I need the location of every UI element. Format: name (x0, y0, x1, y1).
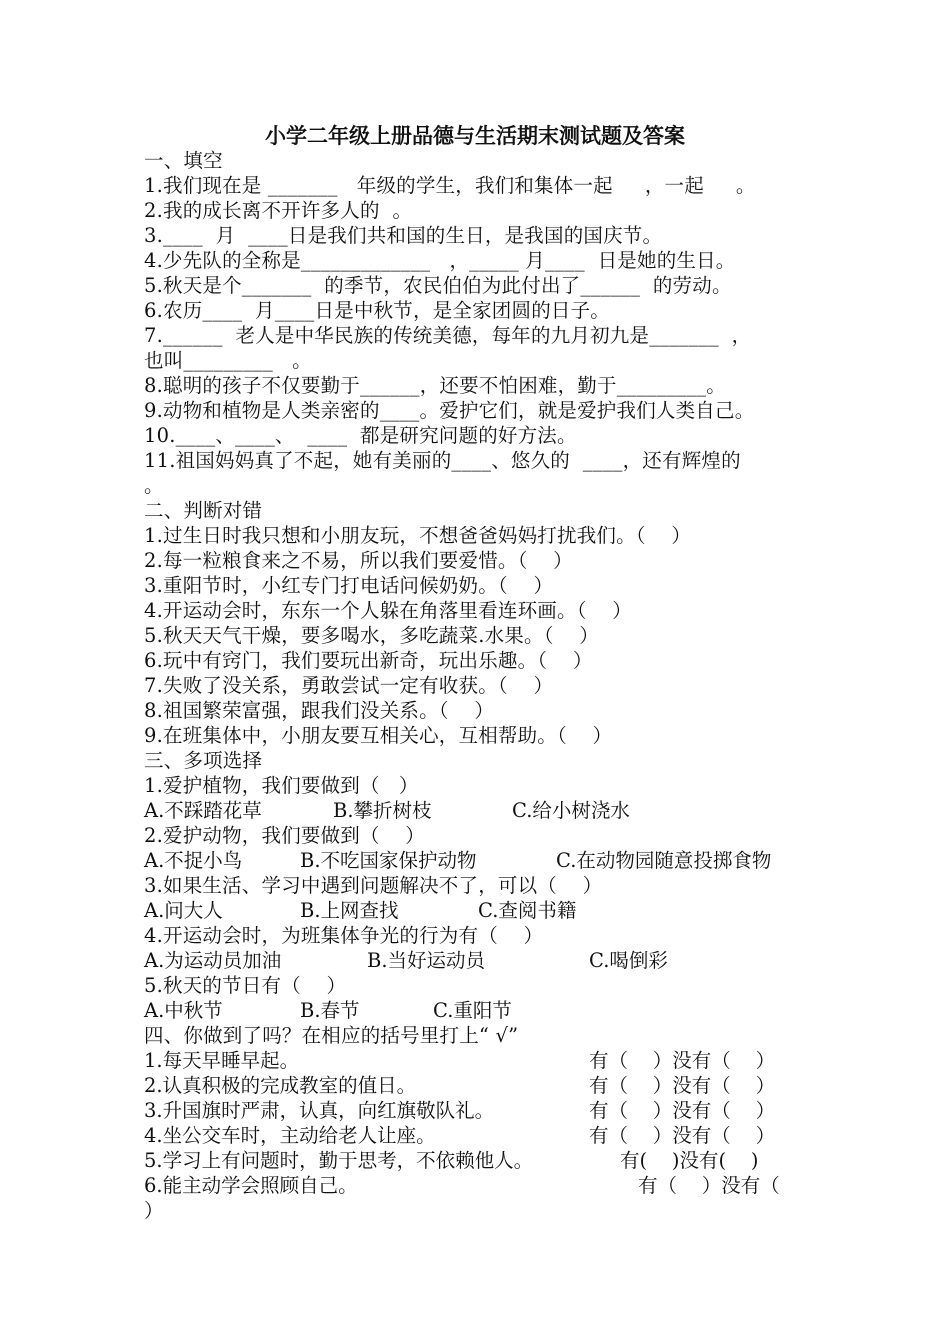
self-check-answer: 有（ ）没有（ ） (589, 1099, 776, 1122)
page-title: 小学二年级上册品德与生活期末测试题及答案 (265, 123, 685, 148)
self-check-answer: 有( )没有( ) (620, 1149, 759, 1172)
self-check-item: 3.升国旗时严肃，认真，向红旗敬队礼。 (144, 1099, 495, 1122)
choice-option-b: B.不吃国家保护动物 (300, 849, 477, 872)
true-false-question: 5.秋天天气干燥，要多喝水，多吃蔬菜.水果。（ ） (144, 624, 599, 647)
self-check-answer: 有（ ）没有（ ） (589, 1074, 776, 1097)
fill-blank-question-cont: 。 (144, 474, 164, 497)
choice-option-b: B.当好运动员 (367, 949, 486, 972)
fill-blank-question: 11.祖国妈妈真了不起，她有美丽的____、悠久的 ____，还有辉煌的 (144, 449, 741, 472)
true-false-question: 8.祖国繁荣富强，跟我们没关系。（ ） (144, 699, 495, 722)
choice-option-c: C.在动物园随意投掷食物 (556, 849, 772, 872)
choice-option-b: B.攀折树枝 (333, 799, 432, 822)
section-heading-multiple-choice: 三、多项选择 (144, 749, 263, 772)
fill-blank-question: 2.我的成长离不开许多人的 。 (144, 199, 413, 222)
true-false-question: 7.失败了没关系，勇敢尝试一定有收获。（ ） (144, 674, 554, 697)
fill-blank-question: 5.秋天是个_______ 的季节，农民伯伯为此付出了______ 的劳动。 (144, 274, 732, 297)
choice-option-a: A.中秋节 (144, 999, 223, 1022)
true-false-question: 6.玩中有窍门，我们要玩出新奇，玩出乐趣。（ ） (144, 649, 593, 672)
self-check-item: 2.认真积极的完成教室的值日。 (144, 1074, 417, 1097)
choice-option-b: B.春节 (300, 999, 360, 1022)
fill-blank-question: 4.少先队的全称是_____________ ，_____ 月____ 日是她的生日。 (144, 249, 736, 272)
self-check-item: 1.每天早睡早起。 (144, 1049, 300, 1072)
choice-question: 2.爱护动物，我们要做到（ ） (144, 824, 425, 847)
choice-question: 4.开运动会时，为班集体争光的行为有（ ） (144, 924, 544, 947)
true-false-question: 1.过生日时我只想和小朋友玩，不想爸爸妈妈打扰我们。（ ） (144, 524, 692, 547)
section-heading-fill-blank: 一、填空 (144, 149, 223, 172)
choice-question: 1.爱护植物，我们要做到（ ） (144, 774, 419, 797)
fill-blank-question: 10.____、____、 ____ 都是研究问题的好方法。 (144, 424, 577, 447)
section-heading-self-check: 四、你做到了吗？在相应的括号里打上“ √” (144, 1024, 519, 1047)
section-heading-true-false: 二、判断对错 (144, 499, 263, 522)
self-check-item: 4.坐公交车时，主动给老人让座。 (144, 1124, 436, 1147)
choice-option-a: A.不踩踏花草 (144, 799, 262, 822)
true-false-question: 9.在班集体中，小朋友要互相关心，互相帮助。（ ） (144, 724, 613, 747)
true-false-question: 2.每一粒粮食来之不易，所以我们要爱惜。（ ） (144, 549, 573, 572)
choice-option-a: A.问大人 (144, 899, 223, 922)
choice-option-c: C.重阳节 (433, 999, 512, 1022)
choice-option-c: C.喝倒彩 (589, 949, 668, 972)
true-false-question: 4.开运动会时，东东一个人躲在角落里看连环画。（ ） (144, 599, 632, 622)
fill-blank-question-cont: 也叫_________ 。 (144, 349, 312, 372)
choice-option-c: C.查阅书籍 (478, 899, 577, 922)
fill-blank-question: 1.我们现在是 _______ 年级的学生，我们和集体一起 ，一起 。 (144, 174, 756, 197)
self-check-answer-cont: ） (144, 1199, 164, 1222)
fill-blank-question: 6.农历____ 月____日是中秋节，是全家团圆的日子。 (144, 299, 611, 322)
true-false-question: 3.重阳节时，小红专门打电话问候奶奶。（ ） (144, 574, 554, 597)
choice-option-b: B.上网查找 (300, 899, 399, 922)
choice-option-a: A.为运动员加油 (144, 949, 282, 972)
choice-question: 5.秋天的节日有（ ） (144, 974, 347, 997)
fill-blank-question: 8.聪明的孩子不仅要勤于______，还要不怕困难，勤于_________。 (144, 374, 726, 397)
fill-blank-question: 3.____ 月 ____日是我们共和国的生日，是我国的国庆节。 (144, 224, 663, 247)
self-check-item: 5.学习上有问题时，勤于思考，不依赖他人。 (144, 1149, 534, 1172)
fill-blank-question: 9.动物和植物是人类亲密的____。爱护它们，就是爱护我们人类自己。 (144, 399, 755, 422)
self-check-answer: 有（ ）没有（ ） (589, 1124, 776, 1147)
self-check-item: 6.能主动学会照顾自己。 (144, 1174, 358, 1197)
choice-question: 3.如果生活、学习中遇到问题解决不了，可以（ ） (144, 874, 603, 897)
choice-option-a: A.不捉小鸟 (144, 849, 243, 872)
fill-blank-question: 7.______ 老人是中华民族的传统美德，每年的九月初九是_______ ， (144, 324, 752, 347)
choice-option-c: C.给小树浇水 (512, 799, 630, 822)
self-check-answer: 有（ ）没有（ ） (589, 1049, 776, 1072)
self-check-answer: 有（ ）没有（ (638, 1174, 780, 1197)
